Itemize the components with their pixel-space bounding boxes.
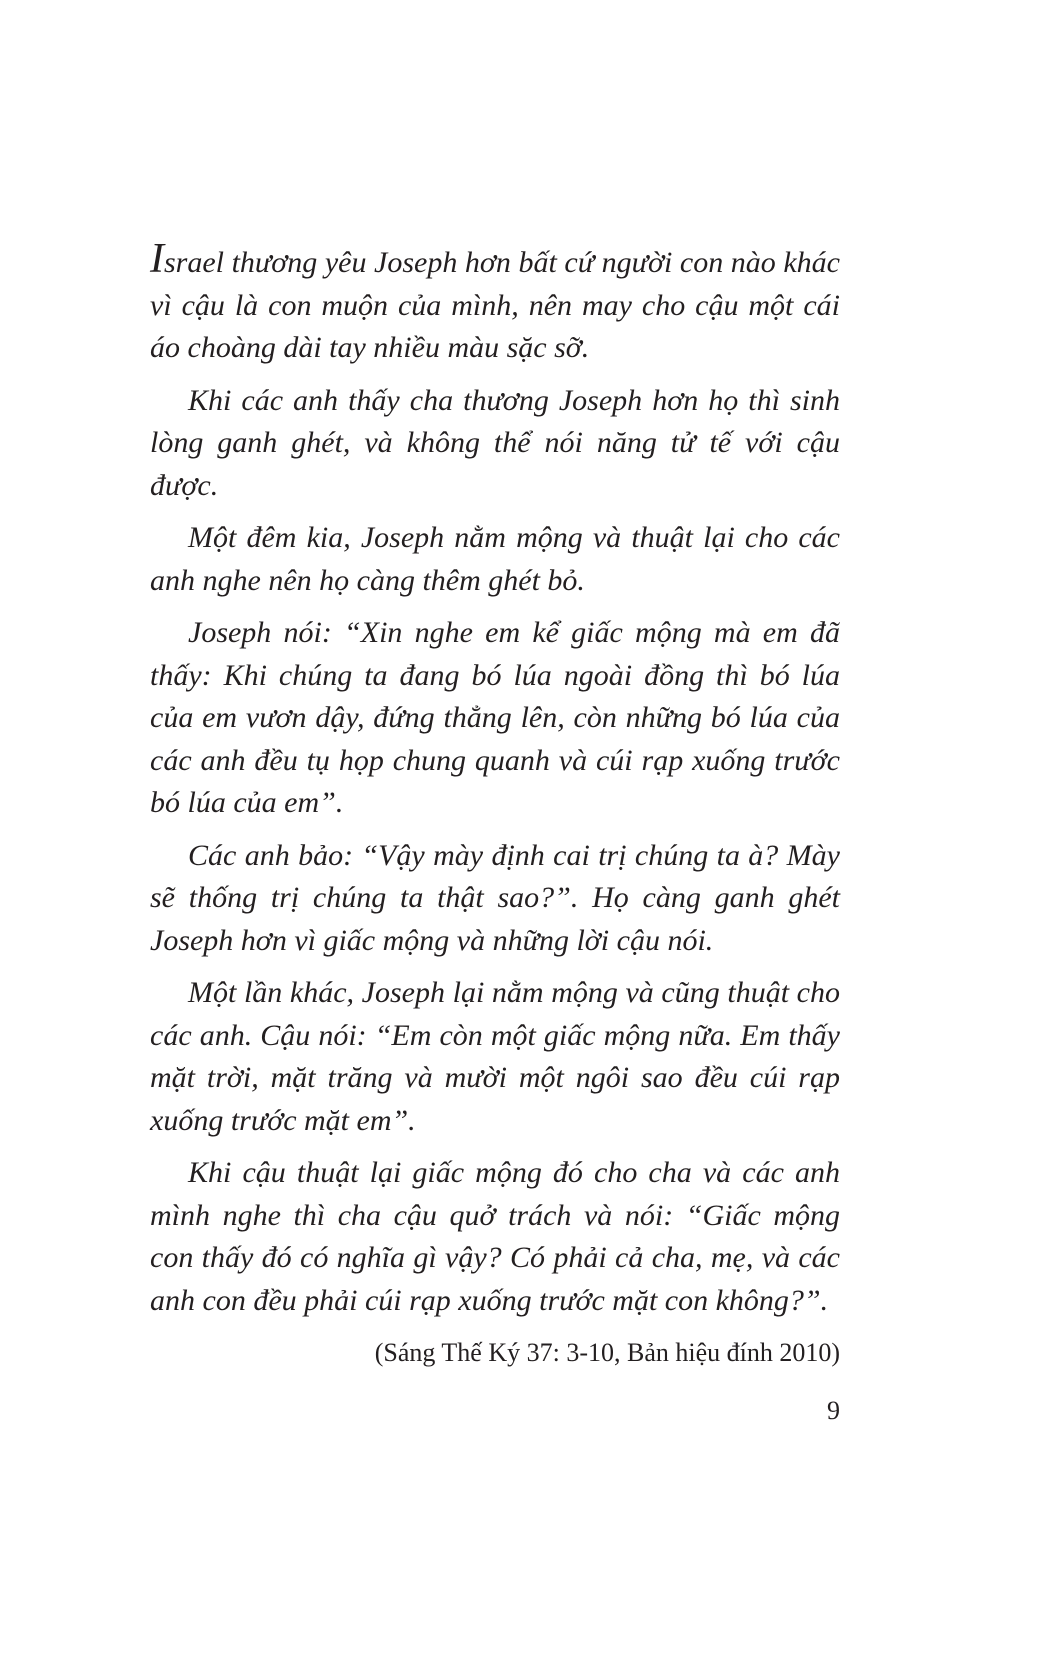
paragraph-5: Các anh bảo: “Vậy mày định cai trị chúng ta à? Mày sẽ thống trị chúng ta thật sao?”. Họ càng ganh ghét Joseph hơn vì giấc mộng và những lời cậu nói. xyxy=(150,838,840,957)
paragraph-7: Khi cậu thuật lại giấc mộng đó cho cha và các anh mình nghe thì cha cậu quở trách và nói: “Giấc mộng con thấy đó có nghĩa gì vậy? Có phải cả cha, mẹ, và các anh con đều phải cúi rạp xuống trước mặt con không?”. xyxy=(150,1156,840,1317)
paragraph-4: Joseph nói: “Xin nghe em kể giấc mộng mà em đã thấy: Khi chúng ta đang bó lúa ngoài đồng thì bó lúa của em vươn dậy, đứng thẳng lên, còn những bó lúa của các anh đều tụ họp chung quanh và cúi rạp xuống trước bó lúa của em”. xyxy=(150,616,840,819)
paragraph-6: Một lần khác, Joseph lại nằm mộng và cũng thuật cho các anh. Cậu nói: “Em còn một giấc mộng nữa. Em thấy mặt trời, mặt trăng và mười một ngôi sao đều cúi rạp xuống trước mặt em”. xyxy=(150,976,840,1137)
scripture-citation: (Sáng Thế Ký 37: 3-10, Bản hiệu đính 2010) xyxy=(374,1338,840,1367)
page-number: 9 xyxy=(827,1396,840,1425)
initial-letter: I xyxy=(150,236,164,282)
paragraph-3: Một đêm kia, Joseph nằm mộng và thuật lại cho các anh nghe nên họ càng thêm ghét bỏ. xyxy=(150,521,840,597)
paragraph-1 xyxy=(150,236,840,370)
paragraph-1-text: srael thương yêu Joseph hơn bất cứ người con nào khác vì cậu là con muộn của mình, nên may cho cậu một cái áo choàng dài tay nhiều màu sặc sỡ. xyxy=(150,246,840,364)
paragraph-2: Khi các anh thấy cha thương Joseph hơn họ thì sinh lòng ganh ghét, và không thể nói năng tử tế với cậu được. xyxy=(150,383,840,502)
body-text xyxy=(150,236,840,1374)
